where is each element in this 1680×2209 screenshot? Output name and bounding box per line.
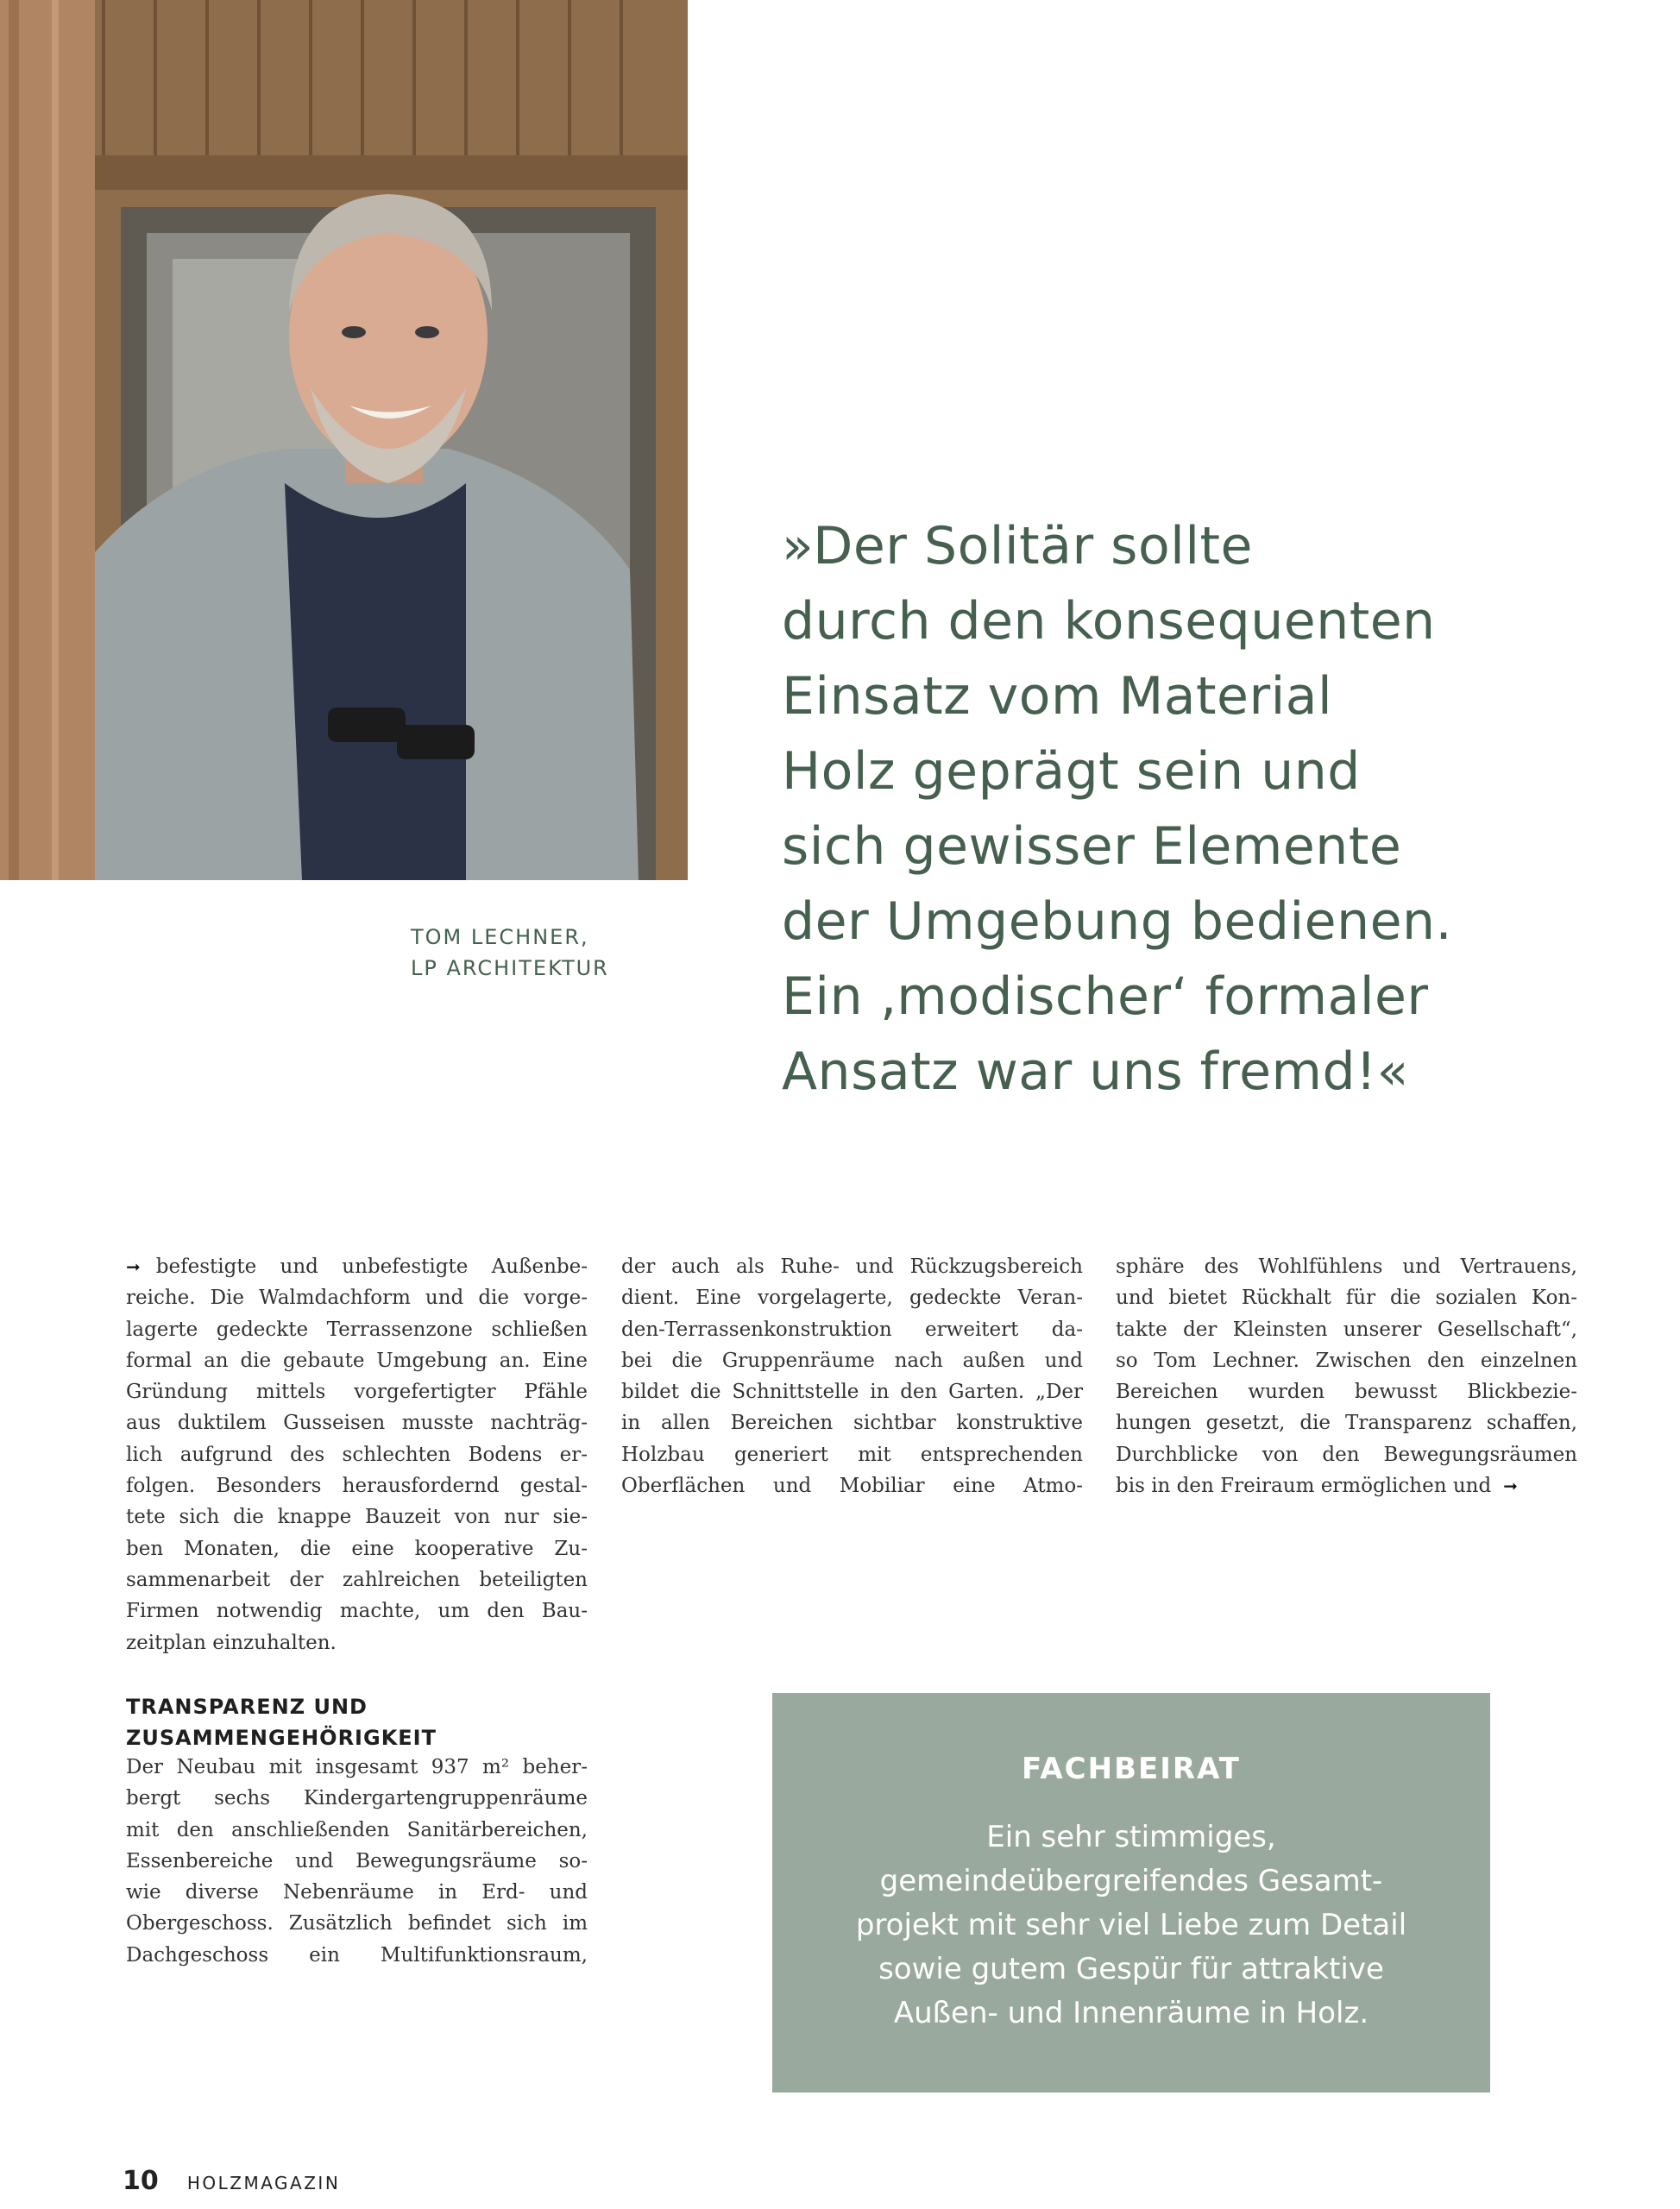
text-line: den-Terrassenkonstruktion erweitert da- <box>621 1318 1083 1341</box>
text-line: dient. Eine vorgelagerte, gedeckte Veran- <box>621 1287 1083 1310</box>
text-line: bis in den Freiraum ermöglichen und ➞ <box>1116 1475 1518 1498</box>
quote-line: »Der Solitär sollte <box>782 516 1253 576</box>
text-line: Der Neubau mit insgesamt 937 m² beher- <box>126 1756 588 1778</box>
text-line: ➞ befestigte und unbefestigte Außenbe- <box>126 1256 588 1278</box>
body-column-1 <box>126 1251 588 1658</box>
text-line: Firmen notwendig machte, um den Bau- <box>126 1600 588 1623</box>
fachbeirat-line: projekt mit sehr viel Liebe zum Detail <box>855 1908 1407 1942</box>
caption-company: LP ARCHITEKTUR <box>411 956 609 980</box>
section-heading-line: ZUSAMMENGEHÖRIGKEIT <box>126 1726 437 1750</box>
fachbeirat-line: Außen- und Innenräume in Holz. <box>893 1996 1369 2030</box>
text-line: takte der Kleinsten unserer Gesellschaft“, <box>1116 1318 1577 1341</box>
text-line: der auch als Ruhe- und Rückzugsbereich <box>621 1256 1083 1278</box>
fachbeirat-text <box>772 1816 1490 2036</box>
text-line: tete sich die knappe Bauzeit von nur sie- <box>126 1506 588 1529</box>
portrait-illustration <box>0 0 688 880</box>
fachbeirat-title: FACHBEIRAT <box>1022 1752 1241 1786</box>
caption-name: TOM LECHNER, <box>411 925 589 949</box>
text-line: formal an die gebaute Umgebung an. Eine <box>126 1349 588 1372</box>
text-line: Dachgeschoss ein Multifunktionsraum, <box>126 1943 588 1967</box>
text-line: in allen Bereichen sichtbar konstruktive <box>621 1412 1083 1435</box>
magazine-name: HOLZMAGAZIN <box>186 2173 341 2193</box>
quote-line: Ein ‚modischer‘ formaler <box>782 966 1429 1027</box>
text-line: bergt sechs Kindergartengruppenräume <box>126 1787 588 1810</box>
text-line: bei die Gruppenräume nach außen und <box>621 1349 1083 1372</box>
page-footer <box>123 2166 340 2196</box>
text-line: lagerte gedeckte Terrassenzone schließen <box>126 1318 588 1341</box>
page-number: 10 <box>123 2166 159 2196</box>
text-line: Obergeschoss. Zusätzlich befindet sich im <box>126 1912 588 1935</box>
text-line: bildet die Schnittstelle in den Garten. „Der <box>621 1381 1083 1404</box>
photo-caption <box>411 922 609 984</box>
text-line: aus duktilem Gusseisen musste nachträg- <box>126 1412 588 1435</box>
quote-line: durch den konsequenten <box>782 591 1436 651</box>
fachbeirat-box <box>772 1693 1490 2093</box>
body-column-2 <box>621 1251 1083 1501</box>
text-line: Holzbau generiert mit entsprechenden <box>621 1443 1083 1466</box>
text-line: reiche. Die Walmdachform und die vorge- <box>126 1287 588 1310</box>
portrait-photo <box>0 0 688 880</box>
body-column-section <box>126 1752 588 1971</box>
section-heading-line: TRANSPARENZ UND <box>126 1695 368 1719</box>
text-line: und bietet Rückhalt für die sozialen Kon- <box>1116 1287 1577 1310</box>
fachbeirat-line: sowie gutem Gespür für attraktive <box>878 1952 1384 1986</box>
arrow-right-icon: ➞ <box>126 1256 141 1277</box>
fachbeirat-line: gemeindeübergreifendes Gesamt- <box>879 1864 1383 1898</box>
quote-line: Holz geprägt sein und <box>782 741 1361 802</box>
quote-line: der Umgebung bedienen. <box>782 891 1453 952</box>
text-line: Gründung mittels vorgefertigter Pfähle <box>126 1381 588 1404</box>
text-line: wie diverse Nebenräume in Erd- und <box>126 1881 588 1904</box>
text-line: Oberflächen und Mobiliar eine Atmo- <box>621 1475 1083 1498</box>
text-line: zeitplan einzuhalten. <box>126 1631 337 1654</box>
pull-quote <box>782 509 1558 1110</box>
quote-line: sich gewisser Elemente <box>782 816 1402 877</box>
text-line: Durchblicke von den Bewegungsräumen <box>1116 1443 1577 1466</box>
text-line: Bereichen wurden bewusst Blickbezie- <box>1116 1381 1577 1404</box>
body-column-3 <box>1116 1251 1577 1501</box>
text-line: mit den anschließenden Sanitärbereichen, <box>126 1818 588 1841</box>
fachbeirat-line: Ein sehr stimmiges, <box>986 1820 1276 1854</box>
arrow-right-icon: ➞ <box>1503 1476 1518 1497</box>
text-line: so Tom Lechner. Zwischen den einzelnen <box>1116 1349 1577 1372</box>
text-line: sammenarbeit der zahlreichen beteiligten <box>126 1568 588 1591</box>
section-heading <box>126 1691 609 1753</box>
text-line: sphäre des Wohlfühlens und Vertrauens, <box>1116 1256 1577 1278</box>
quote-line: Einsatz vom Material <box>782 666 1333 727</box>
text-line: ben Monaten, die eine kooperative Zu- <box>126 1537 588 1560</box>
text-line: hungen gesetzt, die Transparenz schaffen, <box>1116 1412 1577 1435</box>
text-line: Essenbereiche und Bewegungsräume so- <box>126 1849 588 1872</box>
text-line: folgen. Besonders herausfordernd gestal- <box>126 1475 588 1498</box>
text-line: lich aufgrund des schlechten Bodens er- <box>126 1443 588 1466</box>
quote-line: Ansatz war uns fremd!« <box>782 1042 1409 1102</box>
